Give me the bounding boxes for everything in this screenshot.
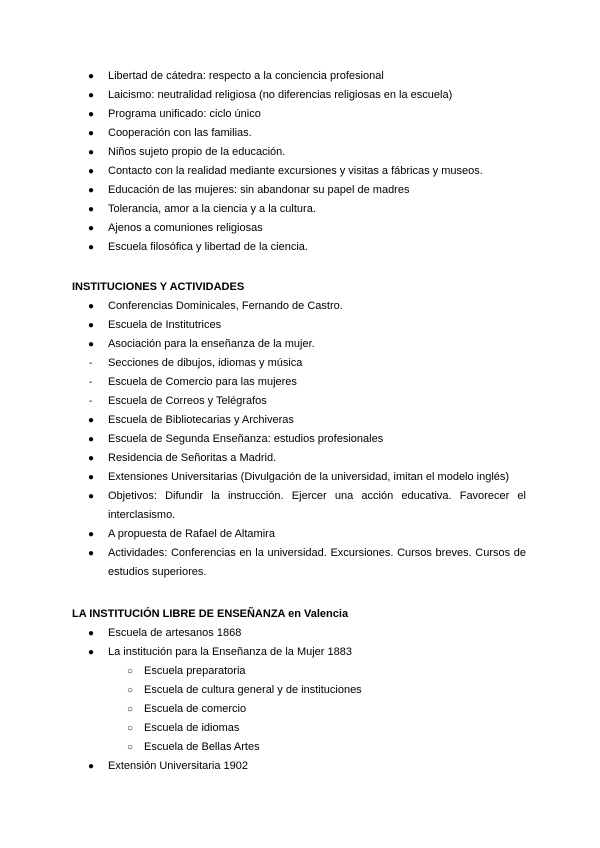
circle-bullet-icon: ○ [127,704,134,715]
bullet-icon: ● [88,339,95,350]
sub-list-item [0,719,600,738]
list-item-text: Escuela de Correos y Telégrafos [108,395,267,407]
principles-list [0,67,600,257]
list-item-text: Tolerancia, amor a la ciencia y a la cultura. [108,203,316,215]
list-item [0,162,600,181]
list-item-text: Objetivos: Difundir la instrucción. Ejercer una acción educativa. Favorecer el interclasismo. [108,490,526,521]
list-item-text: Extensiones Universitarias (Divulgación de la universidad, imitan el modelo inglés) [108,471,510,483]
list-item-text: Libertad de cátedra: respecto a la conciencia profesional [108,70,384,82]
list-item-text: A propuesta de Rafael de Altamira [108,528,275,540]
dash-icon: - [89,358,93,369]
list-item-text: Escuela filosófica y libertad de la ciencia. [108,241,308,253]
list-item [0,143,600,162]
bullet-icon: ● [88,415,95,426]
list-item-text: Actividades: Conferencias en la universidad. Excursiones. Cursos breves. Cursos de estudios superiores. [108,547,526,578]
heading-rest-text: en Valencia [285,608,349,620]
list-item-text: Ajenos a comuniones religiosas [108,222,263,234]
list-item [0,238,600,257]
list-item-text: Niños sujeto propio de la educación. [108,146,286,158]
list-item [0,200,600,219]
list-item [0,411,600,430]
list-item-text: Laicismo: neutralidad religiosa (no diferencias religiosas en la escuela) [108,89,453,101]
section-heading-instituciones: INSTITUCIONES Y ACTIVIDADES [72,281,245,293]
bullet-icon: ● [88,453,95,464]
bullet-icon: ● [88,71,95,82]
list-item [0,449,600,468]
list-item [0,525,600,544]
list-item [0,219,600,238]
bullet-icon: ● [88,147,95,158]
list-item-text: Escuela preparatoria [144,665,246,677]
list-item [0,124,600,143]
list-item-text: Escuela de Comercio para las mujeres [108,376,297,388]
bullet-icon: ● [88,204,95,215]
list-item-text: Programa unificado: ciclo único [108,108,261,120]
valencia-items-tail [0,757,600,776]
list-item-text: Escuela de Bellas Artes [144,741,260,753]
bullet-icon: ● [88,109,95,120]
bullet-icon: ● [88,301,95,312]
list-item-text: Secciones de dibujos, idiomas y música [108,357,303,369]
dash-icon: - [89,396,93,407]
bullet-icon: ● [88,223,95,234]
list-item-text: Escuela de artesanos 1868 [108,627,242,639]
valencia-items [0,624,600,662]
bullet-icon: ● [88,628,95,639]
dash-icon: - [89,377,93,388]
circle-bullet-icon: ○ [127,685,134,696]
circle-bullet-icon: ○ [127,666,134,677]
list-item [0,297,600,316]
sub-list-item [0,700,600,719]
sub-list-item [0,681,600,700]
section-heading-valencia [0,605,600,624]
list-item [0,643,600,662]
list-item-text: Educación de las mujeres: sin abandonar su papel de madres [108,184,410,196]
list-item [0,105,600,124]
list-item [0,430,600,449]
list-item [0,468,600,487]
list-item-text: Asociación para la enseñanza de la mujer. [108,338,315,350]
list-item [0,67,600,86]
bullet-icon: ● [88,166,95,177]
list-item [0,373,600,392]
sub-list-item [0,662,600,681]
list-item [0,354,600,373]
valencia-sublist [0,662,600,757]
list-item [0,392,600,411]
heading-bold-text: LA INSTITUCIÓN LIBRE DE ENSEÑANZA [72,608,286,620]
bullet-icon: ● [88,320,95,331]
list-item [0,544,600,582]
list-item [0,757,600,776]
bullet-icon: ● [88,434,95,445]
sub-list-item [0,738,600,757]
list-item [0,624,600,643]
list-item [0,86,600,105]
list-item-text: La institución para la Enseñanza de la Mujer 1883 [108,646,352,658]
instituciones-list [0,297,600,582]
list-item [0,181,600,200]
list-item-text: Escuela de cultura general y de instituciones [144,684,362,696]
bullet-icon: ● [88,761,95,772]
list-item-text: Contacto con la realidad mediante excursiones y visitas a fábricas y museos. [108,165,483,177]
list-item [0,487,600,525]
bullet-icon: ● [88,548,95,559]
list-item-text: Extensión Universitaria 1902 [108,760,249,772]
list-item-text: Escuela de comercio [144,703,247,715]
bullet-icon: ● [88,242,95,253]
list-item [0,316,600,335]
list-item-text: Escuela de Segunda Enseñanza: estudios profesionales [108,433,384,445]
circle-bullet-icon: ○ [127,723,134,734]
list-item-text: Cooperación con las familias. [108,127,252,139]
bullet-icon: ● [88,128,95,139]
list-item [0,335,600,354]
bullet-icon: ● [88,472,95,483]
bullet-icon: ● [88,185,95,196]
list-item-text: Conferencias Dominicales, Fernando de Castro. [108,300,343,312]
bullet-icon: ● [88,647,95,658]
bullet-icon: ● [88,90,95,101]
list-item-text: Escuela de idiomas [144,722,240,734]
list-item-text: Escuela de Institutrices [108,319,222,331]
bullet-icon: ● [88,529,95,540]
list-item-text: Residencia de Señoritas a Madrid. [108,452,277,464]
valencia-list [0,624,600,776]
bullet-icon: ● [88,491,95,502]
list-item-text: Escuela de Bibliotecarias y Archiveras [108,414,294,426]
circle-bullet-icon: ○ [127,742,134,753]
